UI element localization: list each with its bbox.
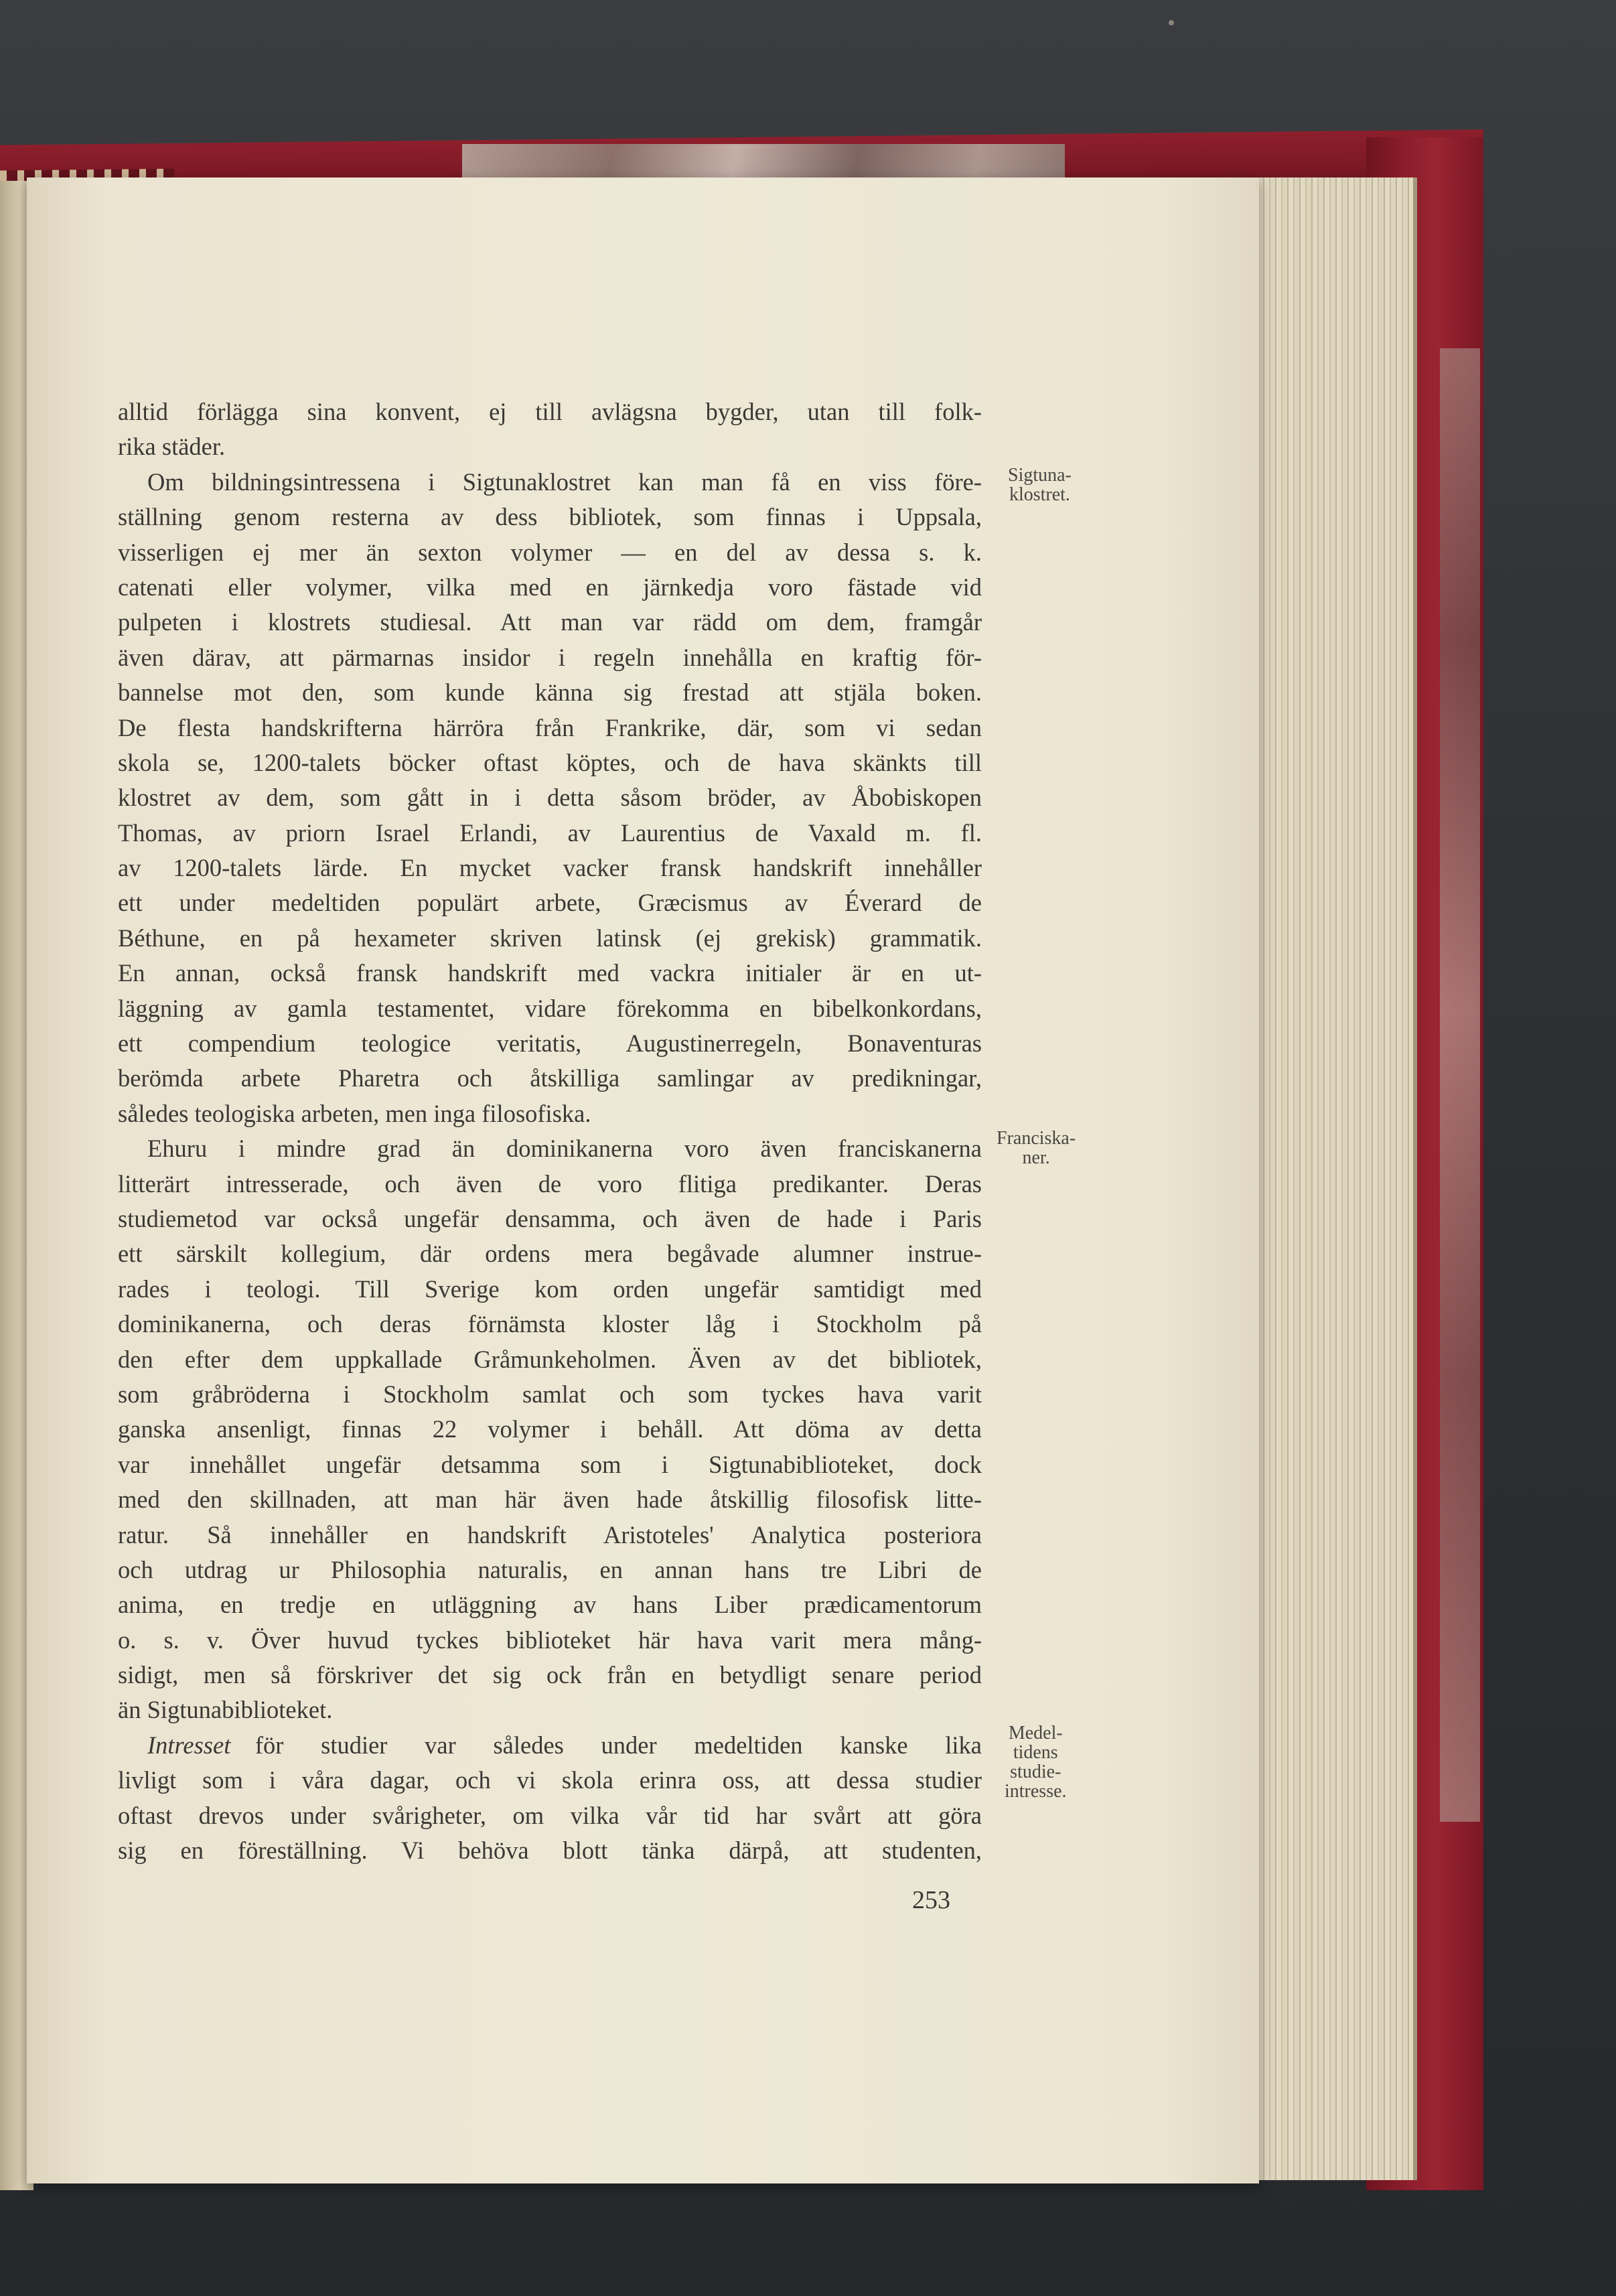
text-line: än Sigtunabiblioteket. xyxy=(118,1696,333,1724)
text-line: således teologiska arbeten, men inga filosofiska. xyxy=(118,1099,591,1127)
text-line: En annan, också fransk handskrift med vackra initialer är en ut- xyxy=(118,959,982,987)
margin-note-line: Franciska- xyxy=(997,1128,1076,1149)
text-line: klostret av dem, som gått in i detta såsom bröder, av Åbobiskopen xyxy=(118,784,982,812)
text-line-with-italic xyxy=(118,1728,982,1763)
text-line: sig en föreställning. Vi behöva blott tänka därpå, att studenten, xyxy=(118,1837,982,1865)
text-line: av 1200-talets lärde. En mycket vacker fransk handskrift innehåller xyxy=(118,854,982,882)
text-line: Béthune, en på hexameter skriven latinsk (ej grekisk) grammatik. xyxy=(118,924,982,952)
text-line: oftast drevos under svårigheter, om vilka vår tid har svårt att göra xyxy=(118,1801,982,1829)
text-line: visserligen ej mer än sexton volymer — en del av dessa s. k. xyxy=(118,538,982,566)
text-line: var innehållet ungefär detsamma som i Sigtunabiblioteket, dock xyxy=(118,1450,982,1478)
text-line: litterärt intresserade, och även de voro flitiga predikanter. Deras xyxy=(118,1169,982,1198)
text-line: med den skillnaden, att man här även hade åtskillig filosofisk litte- xyxy=(118,1486,982,1514)
margin-note-line: studie- xyxy=(1010,1762,1061,1782)
text-line: livligt som i våra dagar, och vi skola erinra oss, att dessa studier xyxy=(118,1766,982,1794)
margin-note-franciskaner xyxy=(997,1129,1076,1167)
margin-note-sigtunaklostret xyxy=(1008,465,1072,504)
margin-note-line: ner. xyxy=(1022,1147,1050,1168)
text-line: ett särskilt kollegium, där ordens mera begåvade alumner instrue- xyxy=(118,1240,982,1268)
margin-note-line: tidens xyxy=(1013,1742,1058,1763)
text-line-rest: för studier var således under medeltiden kanske lika xyxy=(254,1731,982,1759)
text-line: läggning av gamla testamentet, vidare förekomma en bibelkonkordans, xyxy=(118,994,982,1022)
text-line: o. s. v. Över huvud tyckes biblioteket här hava varit mera mång- xyxy=(118,1626,982,1654)
text-line: Ehuru i mindre grad än dominikanerna voro även franciskanerna xyxy=(147,1135,982,1163)
text-line: alltid förlägga sina konvent, ej till avlägsna bygder, utan till folk- xyxy=(118,398,982,425)
page-stack-fore-edge xyxy=(1252,177,1417,2180)
text-line: rika städer. xyxy=(118,433,226,461)
text-line: ett compendium teologice veritatis, Augustinerregeln, Bonaventuras xyxy=(118,1029,982,1058)
text-line: sidigt, men så förskriver det sig ock från en betydligt senare period xyxy=(118,1661,982,1689)
italic-word: Intresset xyxy=(147,1731,231,1759)
marbled-cover-right xyxy=(1440,348,1480,1822)
text-line: Thomas, av priorn Israel Erlandi, av Laurentius de Vaxald m. fl. xyxy=(118,818,982,847)
text-line: anima, en tredje en utläggning av hans Liber prædicamentorum xyxy=(118,1591,982,1619)
text-line: som gråbröderna i Stockholm samlat och som tyckes hava varit xyxy=(118,1380,982,1408)
text-line: även därav, att pärmarnas insidor i regeln innehålla en kraftig för- xyxy=(118,643,982,671)
margin-note-line: Sigtuna- xyxy=(1008,465,1072,486)
margin-note-medeltidens-studieintresse xyxy=(1005,1723,1067,1801)
text-line: studiemetod var också ungefär densamma, och även de hade i Paris xyxy=(118,1204,982,1232)
text-line: bannelse mot den, som kunde känna sig frestad att stjäla boken. xyxy=(118,678,982,707)
text-line: berömda arbete Pharetra och åtskilliga samlingar av predikningar, xyxy=(118,1064,982,1092)
text-line: ett under medeltiden populärt arbete, Græcismus av Éverard de xyxy=(118,889,982,917)
text-line: De flesta handskrifterna härröra från Frankrike, där, som vi sedan xyxy=(118,713,982,741)
margin-note-line: klostret. xyxy=(1009,484,1070,505)
page-body-text xyxy=(118,394,982,1868)
text-line: ställning genom resterna av dess bibliotek, som finnas i Uppsala, xyxy=(118,503,982,531)
text-line: ratur. Så innehåller en handskrift Aristoteles' Analytica posteriora xyxy=(118,1520,982,1549)
text-line: pulpeten i klostrets studiesal. Att man var rädd om dem, framgår xyxy=(118,608,982,636)
dust-speck xyxy=(1169,20,1174,25)
margin-note-line: Medel- xyxy=(1008,1723,1063,1743)
text-line: och utdrag ur Philosophia naturalis, en annan hans tre Libri de xyxy=(118,1555,982,1583)
text-line: catenati eller volymer, vilka med en järnkedja voro fästade vid xyxy=(118,573,982,601)
page-number: 253 xyxy=(912,1886,950,1914)
margin-note-line: intresse. xyxy=(1005,1781,1067,1802)
text-line: skola se, 1200-talets böcker oftast köptes, och de hava skänkts till xyxy=(118,748,982,776)
text-line: rades i teologi. Till Sverige kom orden ungefär samtidigt med xyxy=(118,1275,982,1303)
text-line: dominikanerna, och deras förnämsta kloster låg i Stockholm på xyxy=(118,1310,982,1338)
text-line: den efter dem uppkallade Gråmunkeholmen. Även av det bibliotek, xyxy=(118,1345,982,1373)
text-line: Om bildningsintressena i Sigtunaklostret kan man få en viss före- xyxy=(147,468,982,496)
text-line: ganska ansenligt, finnas 22 volymer i behåll. Att döma av detta xyxy=(118,1415,982,1443)
